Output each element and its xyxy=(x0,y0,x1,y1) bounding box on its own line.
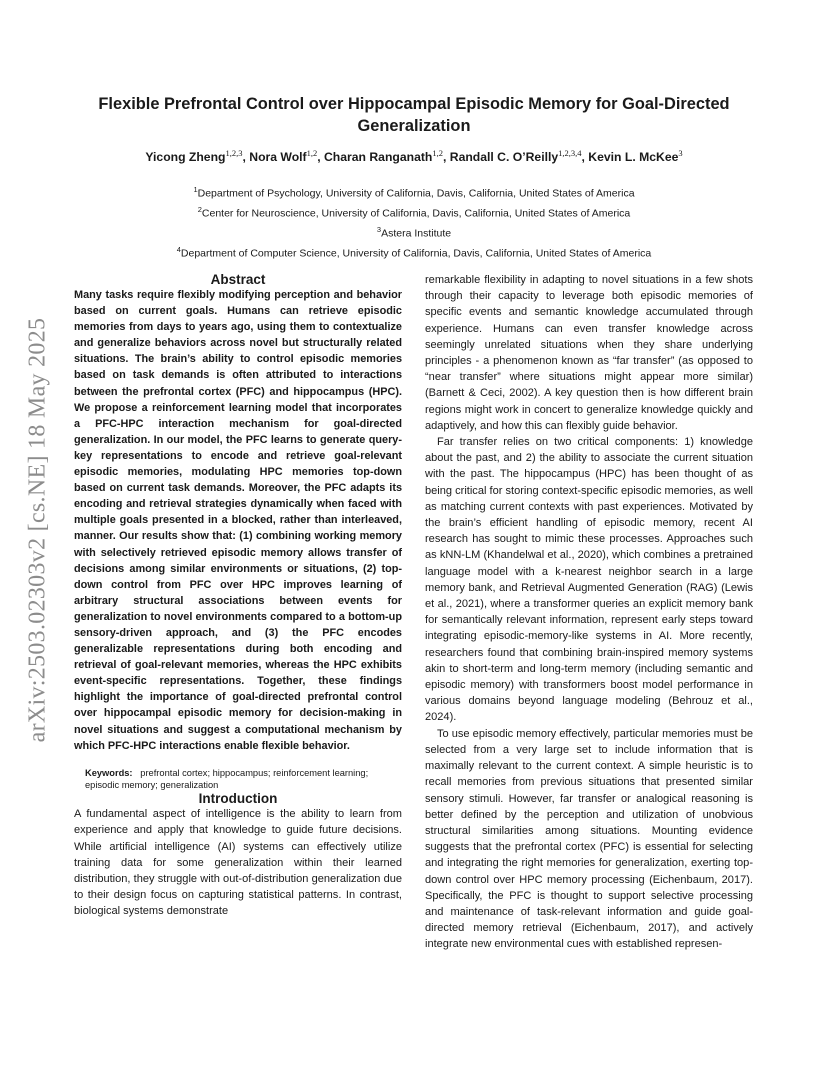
affiliation-text: Astera Institute xyxy=(381,227,452,240)
keywords-label: Keywords: xyxy=(85,767,133,778)
author-name: Yicong Zheng xyxy=(145,150,226,165)
right-column xyxy=(425,272,753,953)
author-affil-marker: 1,2 xyxy=(432,148,443,158)
author-name: Kevin L. McKee xyxy=(588,150,679,165)
intro-paragraph-1: A fundamental aspect of intelligence is the ability to learn from experience and apply that knowledge to guide future decisions. While artificial intelligence (AI) systems can effectively utilize training data for some generalization within their learned distribution, they struggle with out-of-distribution generalization due to their design focus on capturing statistical patterns. In contrast, biological systems demonstrate xyxy=(74,808,402,918)
keywords xyxy=(85,767,402,791)
author-affil-marker: 1,2 xyxy=(306,148,318,158)
affiliation-number: 3 xyxy=(376,224,382,234)
affiliation-number: 4 xyxy=(176,244,181,254)
affiliation-text: Center for Neuroscience, University of California, Davis, California, United States of America xyxy=(201,207,631,220)
title-line-1: Flexible Prefrontal Control over Hippocampal Episodic Memory for Goal-Directed xyxy=(98,95,730,113)
affiliation xyxy=(70,242,758,262)
paper-title xyxy=(70,93,758,137)
keywords-text: prefrontal cortex; hippocampus; reinforcement learning; episodic memory; generalization xyxy=(85,767,369,790)
intro-paragraph-episodic-memory: To use episodic memory effectively, particular memories must be selected from a very large set to include information that is maximally relevant to the current context. A simple heuristic is to recall memories from previous situations that presented similar sensory stimuli. However, far transfer or analogical reasoning is better defined by the perception and utilization of unobvious structural similarities among situations. Mounting evidence suggests that the prefrontal cortex (PFC) is essential for selecting and integrating the right memories for generalization, exerting top-down control over HPC memory processing (Eichenbaum, 2017). Specifically, the PFC is thought to support selective processing and maintenance of task-relevant information and guide goal-directed memory retrieval (Eichenbaum, 2017), and actively integrate new environmental cues with established represen- xyxy=(425,727,753,951)
affiliation xyxy=(70,222,758,242)
author-affil-marker: 1,2,3 xyxy=(225,148,243,158)
affiliation xyxy=(70,182,758,202)
affiliation-list xyxy=(70,182,758,262)
author-name: Charan Ranganath xyxy=(324,150,433,165)
arxiv-id: arXiv:2503.02303v2 [cs.NE] 18 May 2025 xyxy=(24,317,51,743)
intro-paragraph-far-transfer: Far transfer relies on two critical components: 1) knowledge about the past, and 2) the ability to associate the current situation with the past. The hippocampus (HPC) has been thought of as being critical for storing context-specific episodic memories, as well as matching current contexts with past experiences. Motivated by the brain’s efficient handling of episodic memory, recent AI research has sought to mimic these processes. Approaches such as kNN-LM (Khandelwal et al., 2020), which combines a pretrained language model with a k-nearest neighbor search in a large memory bank, and Retrieval Augmented Generation (RAG) (Lewis et al., 2021), where a transformer queries an explicit memory bank for semantically relevant information, represent early steps toward integrating episodic-memory-like systems in AI. More recently, researchers found that combining brain-inspired memory systems akin to short-term and long-term memory (including semantic and episodic memory) with transformers boost model performance in various domains beyond language modeling (Behrouz et al., 2024). xyxy=(425,436,753,724)
author-affil-marker: 3 xyxy=(678,148,683,158)
arxiv-sidebar-stamp xyxy=(10,270,66,790)
left-column xyxy=(74,272,402,920)
intro-paragraph-continued: remarkable flexibility in adapting to novel situations in a few shots through their capacity to leverage both episodic memories of specific events and semantic knowledge accumulated through experience. Humans can even transfer knowledge across seemingly unrelated situations when they share underlying principles - a phenomenon known as “far transfer” (as opposed to “near transfer” where situations might appear more similar) (Barnett & Ceci, 2002). A key question then is how different brain regions might work in concert to generalize knowledge quickly and adaptively, and how this can flexibly guide behavior. xyxy=(425,274,753,432)
author-name: Randall C. O’Reilly xyxy=(449,150,559,165)
affiliation-text: Department of Psychology, University of California, Davis, California, United States of America xyxy=(197,187,635,200)
affiliation-number: 1 xyxy=(193,185,198,194)
introduction-heading: Introduction xyxy=(198,791,278,807)
title-line-2: Generalization xyxy=(357,117,471,135)
affiliation xyxy=(70,202,758,222)
author-list: Yicong Zheng$^{1,2,3}$, Nora Wolf$^{1,2}$, Charan Ranganath$^{1,2}$, Randall C. O’Reilly$^{1,2,3,4}$, Kevin L. McKee$^3$ xyxy=(145,148,683,165)
abstract-heading: Abstract xyxy=(210,272,266,287)
abstract-text: Many tasks require flexibly modifying perception and behavior based on current goals. Humans can retrieve episodic memories from days to years ago, using them to contextualize and generalize behaviors across novel but structurally related situations. The brain’s ability to control episodic memories based on task demands is often attributed to interactions between the prefrontal cortex (PFC) and hippocampus (HPC). We propose a reinforcement learning model that incorporates a PFC-HPC interaction mechanism for goal-directed generalization. In our model, the PFC learns to generate query-key representations to encode and retrieve goal-relevant episodic memories, modulating HPC memories top-down based on current task demands. Moreover, the PFC adapts its encoding and retrieval strategies dynamically when faced with multiple goals presented in a blocked, rather than interleaved, manner. Our results show that: (1) combining working memory with selectively retrieved episodic memory allows transfer of decisions among similar environments or situations, (2) top-down control from PFC over HPC improves learning of arbitrary structural associations between events for generalization to novel environments compared to a bottom-up sensory-driven approach, and (3) the PFC encodes generalizable representations during both encoding and retrieval of goal-relevant memories, whereas the HPC exhibits event-specific representations. Together, these findings highlight the importance of goal-directed prefrontal control over hippocampal episodic memory for decision-making in novel situations and suggest a computational mechanism by which PFC-HPC interactions enable flexible behavior. xyxy=(74,289,402,752)
author-affil-marker: 1,2,3,4 xyxy=(558,148,582,158)
affiliation-text: Department of Computer Science, University of California, Davis, California, United States of America xyxy=(180,247,652,260)
author-name: Nora Wolf xyxy=(249,150,307,165)
affiliation-number: 2 xyxy=(197,204,202,214)
